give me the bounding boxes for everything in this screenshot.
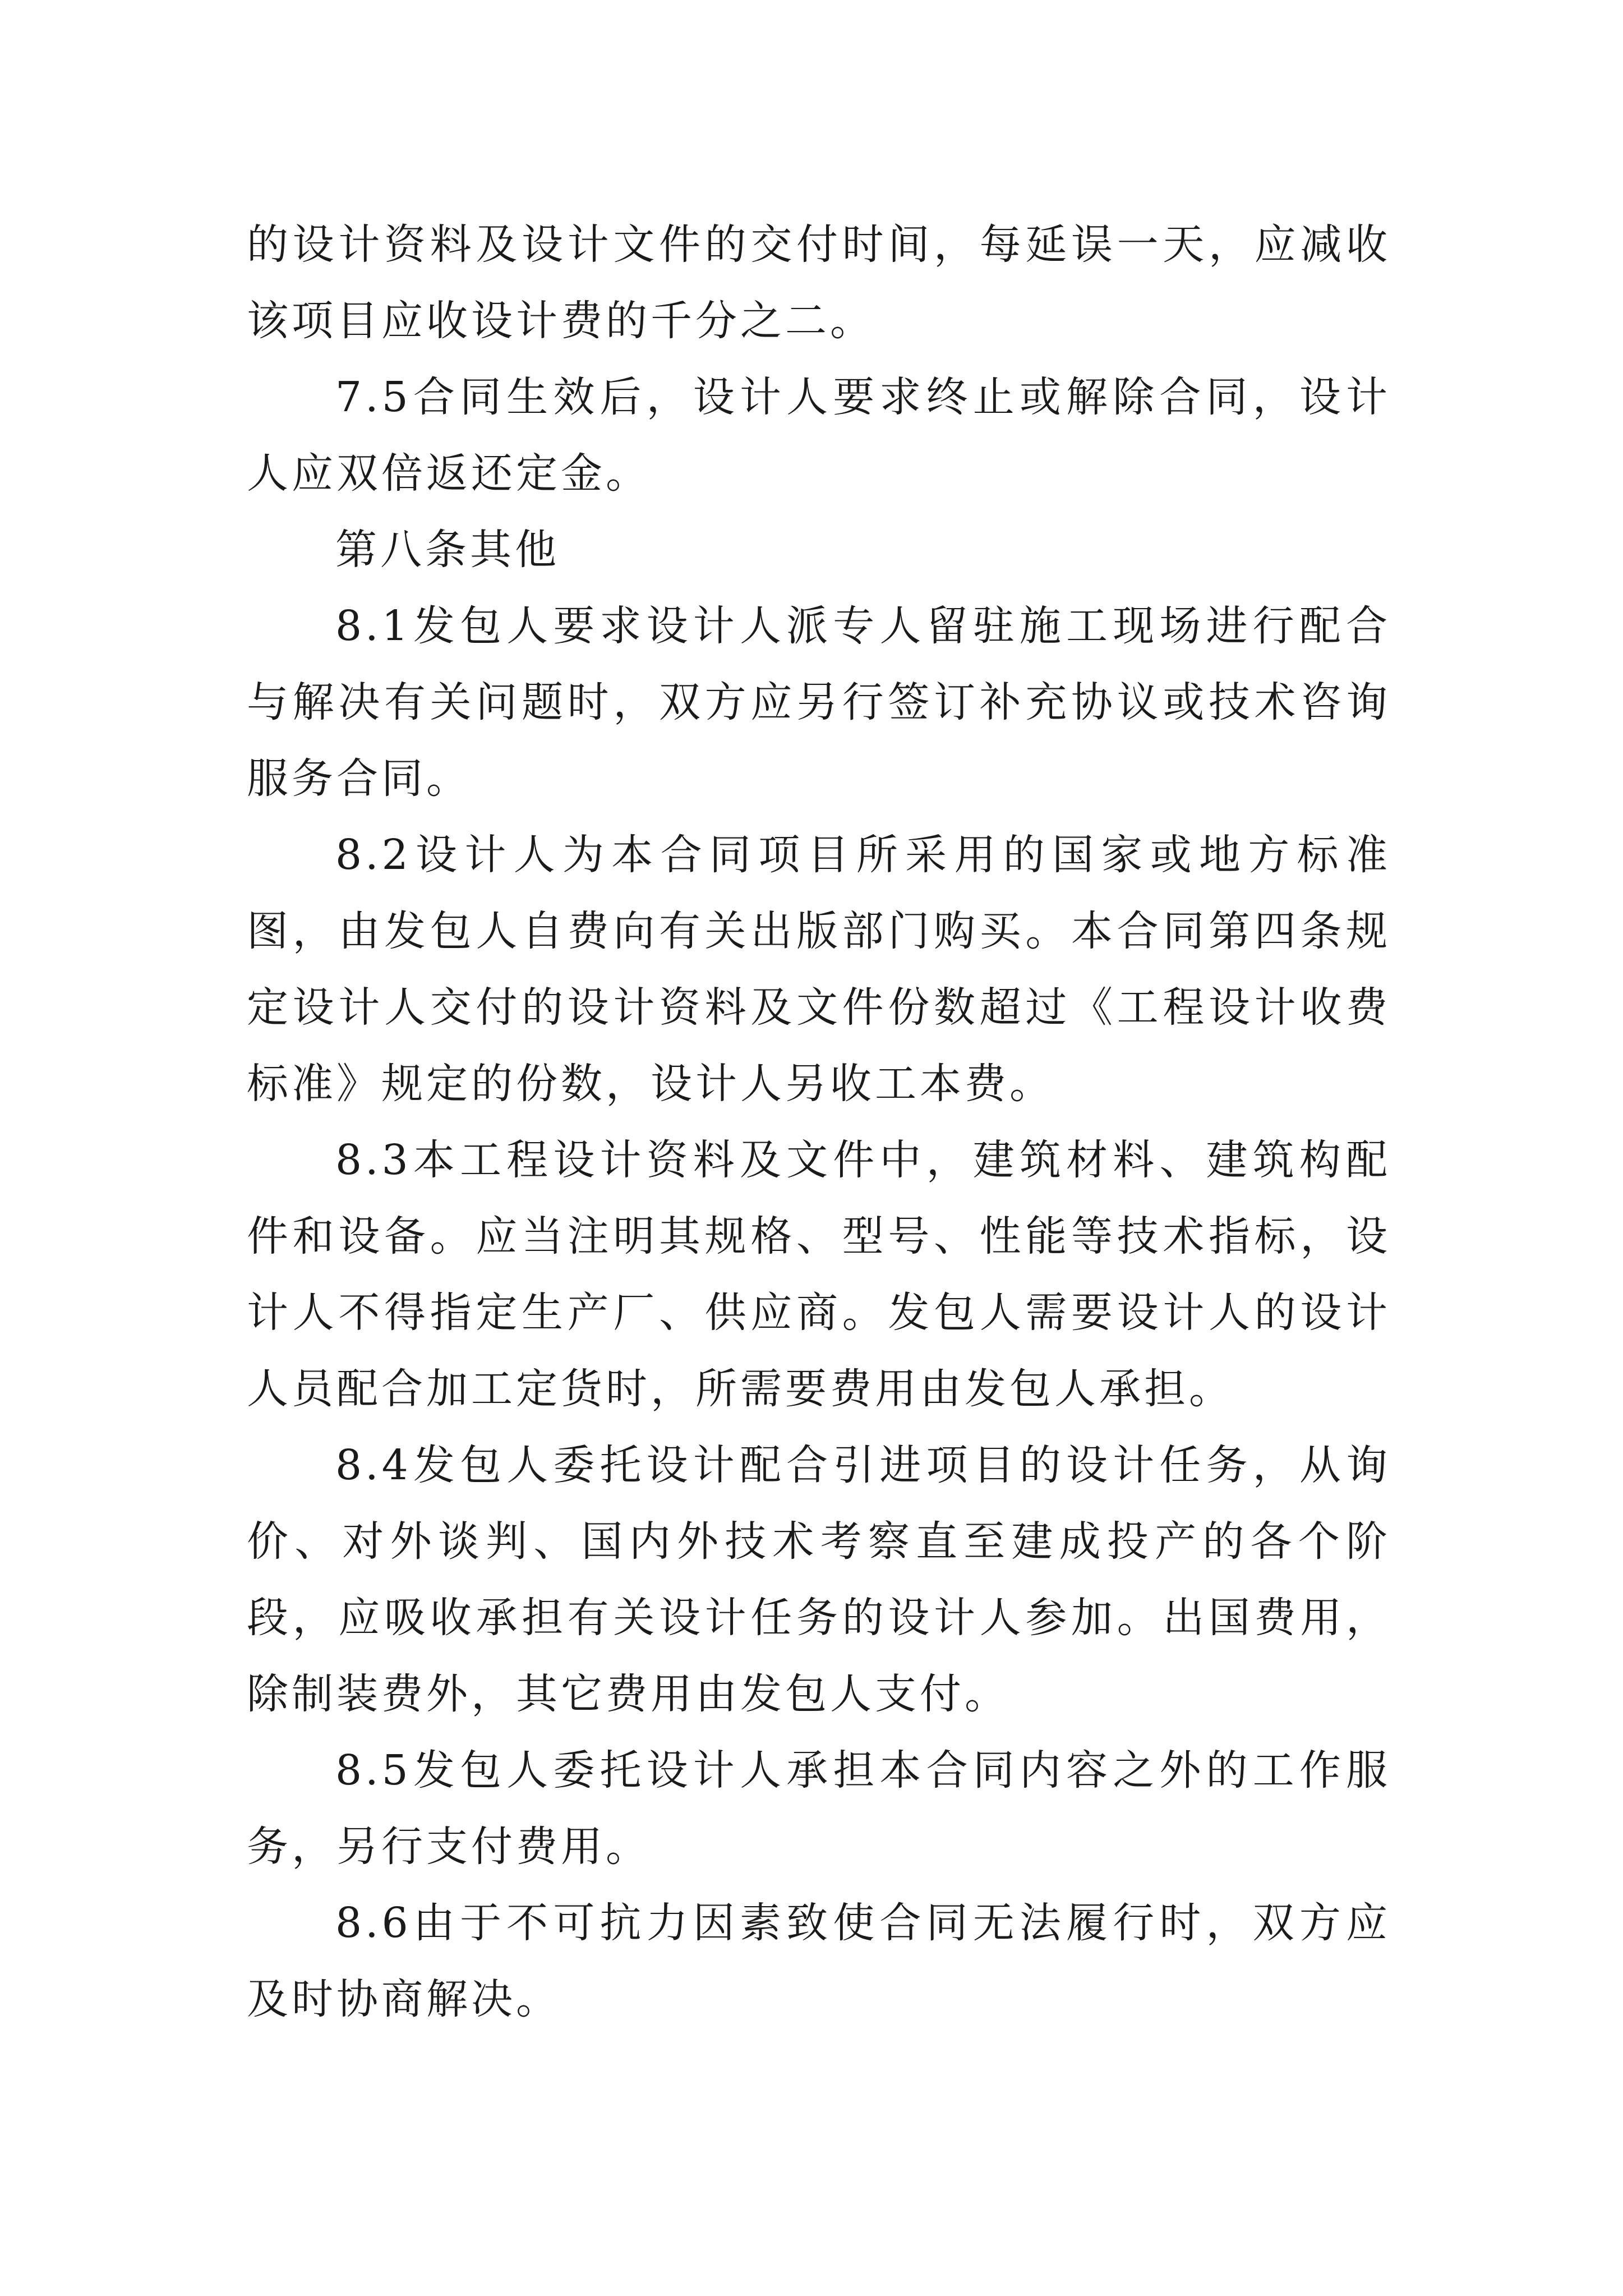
paragraph-8-1: 8.1发包人要求设计人派专人留驻施工现场进行配合与解决有关问题时，双方应另行签订补充协议或技术咨询服务合同。 bbox=[247, 602, 1391, 803]
paragraph-7-5: 7.5合同生效后，设计人要求终止或解除合同，设计人应双倍返还定金。 bbox=[247, 373, 1391, 498]
paragraph-8-3: 8.3本工程设计资料及文件中，建筑材料、建筑构配件和设备。应当注明其规格、型号、性能等技术指标，设计人不得指定生产厂、供应商。发包人需要设计人的设计人员配合加工定货时，所需要费用由发包人承担。 bbox=[247, 1136, 1391, 1413]
paragraph-8-2: 8.2设计人为本合同项目所采用的国家或地方标准图，由发包人自费向有关出版部门购买。本合同第四条规定设计人交付的设计资料及文件份数超过《工程设计收费标准》规定的份数，设计人另收工本费。 bbox=[247, 831, 1391, 1108]
section-heading-article-8: 第八条其他 bbox=[335, 526, 560, 574]
paragraph-8-6: 8.6由于不可抗力因素致使合同无法履行时，双方应及时协商解决。 bbox=[247, 1899, 1391, 2023]
contract-body bbox=[247, 206, 1391, 2037]
paragraph-8-4: 8.4发包人委托设计配合引进项目的设计任务，从询价、对外谈判、国内外技术考察直至建成投产的各个阶段，应吸收承担有关设计任务的设计人参加。出国费用，除制装费外，其它费用由发包人支付。 bbox=[247, 1441, 1391, 1718]
paragraph-7-4-continued: 的设计资料及设计文件的交付时间，每延误一天，应减收该项目应收设计费的千分之二。 bbox=[247, 220, 1391, 345]
paragraph-8-5: 8.5发包人委托设计人承担本合同内容之外的工作服务，另行支付费用。 bbox=[247, 1746, 1391, 1871]
